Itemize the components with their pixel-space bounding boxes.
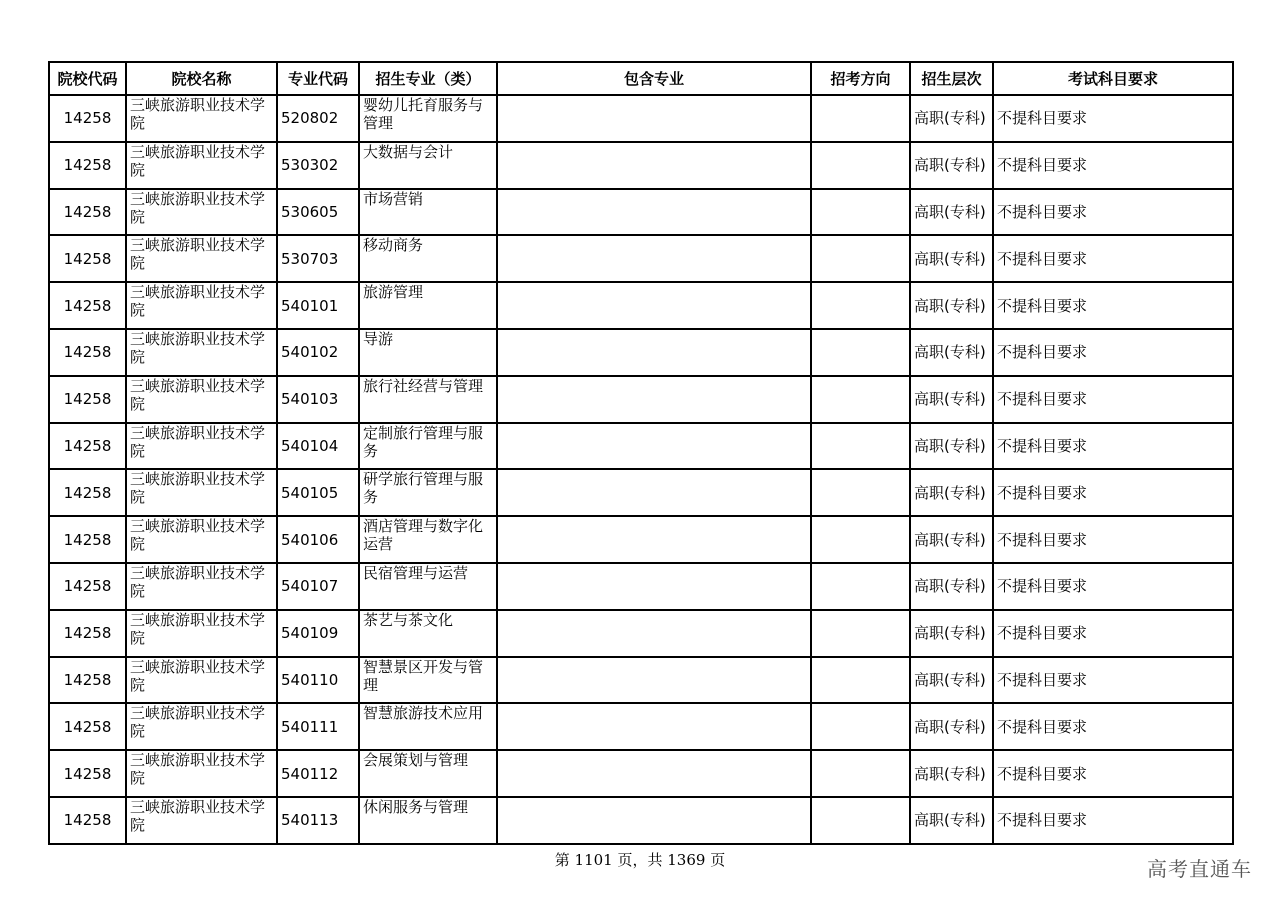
cell-included-majors [497,610,811,657]
table-row [49,703,1233,750]
cell-major-name: 研学旅行管理与服务 [359,469,497,516]
cell-direction [811,657,910,704]
cell-level: 高职(专科) [910,376,993,423]
cell-major-code: 540102 [277,329,359,376]
watermark-logo: 高考直通车 [1147,857,1252,881]
cell-major-name: 移动商务 [359,235,497,282]
cell-major-code: 540110 [277,657,359,704]
cell-major-name: 休闲服务与管理 [359,797,497,844]
cell-included-majors [497,657,811,704]
cell-exam-requirement: 不提科目要求 [993,329,1233,376]
cell-major-code: 540109 [277,610,359,657]
cell-exam-requirement: 不提科目要求 [993,95,1233,142]
cell-major-name: 民宿管理与运营 [359,563,497,610]
cell-included-majors [497,95,811,142]
table-row [49,376,1233,423]
cell-level: 高职(专科) [910,423,993,470]
header-direction: 招考方向 [811,62,910,95]
cell-direction [811,235,910,282]
cell-exam-requirement: 不提科目要求 [993,516,1233,563]
header-school-code: 院校代码 [49,62,126,95]
cell-included-majors [497,516,811,563]
cell-school-code: 14258 [49,235,126,282]
cell-school-name: 三峡旅游职业技术学院 [126,423,277,470]
table-row [49,797,1233,844]
cell-included-majors [497,189,811,236]
cell-school-name: 三峡旅游职业技术学院 [126,750,277,797]
cell-school-name: 三峡旅游职业技术学院 [126,142,277,189]
cell-level: 高职(专科) [910,563,993,610]
cell-major-code: 540103 [277,376,359,423]
cell-school-code: 14258 [49,142,126,189]
cell-school-name: 三峡旅游职业技术学院 [126,797,277,844]
table-row [49,282,1233,329]
header-exam-requirement: 考试科目要求 [993,62,1233,95]
cell-major-code: 530605 [277,189,359,236]
cell-level: 高职(专科) [910,235,993,282]
cell-exam-requirement: 不提科目要求 [993,189,1233,236]
cell-direction [811,610,910,657]
cell-major-code: 540113 [277,797,359,844]
cell-major-code: 540104 [277,423,359,470]
admissions-table [48,61,1234,845]
cell-major-name: 旅游管理 [359,282,497,329]
header-major-code: 专业代码 [277,62,359,95]
cell-major-name: 会展策划与管理 [359,750,497,797]
cell-school-code: 14258 [49,516,126,563]
cell-exam-requirement: 不提科目要求 [993,423,1233,470]
header-school-name: 院校名称 [126,62,277,95]
cell-school-name: 三峡旅游职业技术学院 [126,563,277,610]
cell-major-code: 540106 [277,516,359,563]
cell-major-name: 酒店管理与数字化运营 [359,516,497,563]
cell-direction [811,703,910,750]
cell-school-name: 三峡旅游职业技术学院 [126,657,277,704]
cell-school-name: 三峡旅游职业技术学院 [126,95,277,142]
cell-major-code: 520802 [277,95,359,142]
table-row [49,189,1233,236]
cell-school-name: 三峡旅游职业技术学院 [126,235,277,282]
cell-exam-requirement: 不提科目要求 [993,750,1233,797]
cell-direction [811,189,910,236]
cell-exam-requirement: 不提科目要求 [993,142,1233,189]
cell-included-majors [497,703,811,750]
cell-major-code: 540107 [277,563,359,610]
cell-school-name: 三峡旅游职业技术学院 [126,282,277,329]
table-row [49,563,1233,610]
cell-school-code: 14258 [49,703,126,750]
cell-school-code: 14258 [49,610,126,657]
table-row [49,142,1233,189]
table-row [49,235,1233,282]
cell-direction [811,516,910,563]
cell-included-majors [497,142,811,189]
cell-included-majors [497,563,811,610]
cell-major-code: 540105 [277,469,359,516]
header-included-majors: 包含专业 [497,62,811,95]
cell-school-name: 三峡旅游职业技术学院 [126,703,277,750]
header-level: 招生层次 [910,62,993,95]
cell-level: 高职(专科) [910,95,993,142]
cell-school-code: 14258 [49,189,126,236]
cell-level: 高职(专科) [910,703,993,750]
cell-school-code: 14258 [49,95,126,142]
cell-direction [811,469,910,516]
cell-major-name: 市场营销 [359,189,497,236]
header-major-name: 招生专业（类） [359,62,497,95]
cell-school-code: 14258 [49,750,126,797]
cell-major-name: 导游 [359,329,497,376]
cell-major-code: 530302 [277,142,359,189]
cell-school-code: 14258 [49,376,126,423]
cell-school-code: 14258 [49,797,126,844]
cell-direction [811,95,910,142]
cell-major-code: 530703 [277,235,359,282]
cell-school-name: 三峡旅游职业技术学院 [126,469,277,516]
cell-major-name: 大数据与会计 [359,142,497,189]
cell-direction [811,423,910,470]
cell-school-code: 14258 [49,657,126,704]
cell-direction [811,797,910,844]
cell-level: 高职(专科) [910,282,993,329]
cell-major-code: 540111 [277,703,359,750]
cell-major-name: 智慧旅游技术应用 [359,703,497,750]
table-row [49,469,1233,516]
cell-exam-requirement: 不提科目要求 [993,235,1233,282]
cell-major-name: 智慧景区开发与管理 [359,657,497,704]
table-row [49,750,1233,797]
table-header [49,62,1233,95]
cell-exam-requirement: 不提科目要求 [993,657,1233,704]
cell-exam-requirement: 不提科目要求 [993,469,1233,516]
cell-school-name: 三峡旅游职业技术学院 [126,329,277,376]
cell-exam-requirement: 不提科目要求 [993,703,1233,750]
cell-school-code: 14258 [49,282,126,329]
cell-major-name: 茶艺与茶文化 [359,610,497,657]
table-row [49,329,1233,376]
cell-level: 高职(专科) [910,797,993,844]
cell-included-majors [497,469,811,516]
cell-included-majors [497,235,811,282]
cell-school-name: 三峡旅游职业技术学院 [126,376,277,423]
table-row [49,423,1233,470]
cell-school-name: 三峡旅游职业技术学院 [126,610,277,657]
cell-direction [811,563,910,610]
cell-major-code: 540112 [277,750,359,797]
cell-major-name: 婴幼儿托育服务与管理 [359,95,497,142]
cell-included-majors [497,282,811,329]
table-body [49,95,1233,844]
cell-major-name: 定制旅行管理与服务 [359,423,497,470]
cell-direction [811,329,910,376]
page-number: 第 1101 页，共 1369 页 [554,851,726,869]
table-row [49,610,1233,657]
cell-level: 高职(专科) [910,657,993,704]
cell-exam-requirement: 不提科目要求 [993,563,1233,610]
cell-included-majors [497,797,811,844]
table-row [49,657,1233,704]
cell-exam-requirement: 不提科目要求 [993,797,1233,844]
cell-level: 高职(专科) [910,750,993,797]
cell-direction [811,376,910,423]
cell-exam-requirement: 不提科目要求 [993,610,1233,657]
cell-direction [811,750,910,797]
cell-level: 高职(专科) [910,142,993,189]
cell-school-code: 14258 [49,329,126,376]
cell-school-name: 三峡旅游职业技术学院 [126,189,277,236]
cell-major-code: 540101 [277,282,359,329]
cell-level: 高职(专科) [910,189,993,236]
cell-included-majors [497,376,811,423]
table-row [49,95,1233,142]
cell-direction [811,282,910,329]
cell-school-code: 14258 [49,563,126,610]
cell-school-code: 14258 [49,469,126,516]
cell-level: 高职(专科) [910,610,993,657]
cell-school-code: 14258 [49,423,126,470]
cell-exam-requirement: 不提科目要求 [993,376,1233,423]
cell-exam-requirement: 不提科目要求 [993,282,1233,329]
cell-level: 高职(专科) [910,329,993,376]
cell-included-majors [497,329,811,376]
cell-level: 高职(专科) [910,469,993,516]
cell-included-majors [497,423,811,470]
cell-level: 高职(专科) [910,516,993,563]
cell-included-majors [497,750,811,797]
cell-direction [811,142,910,189]
cell-school-name: 三峡旅游职业技术学院 [126,516,277,563]
cell-major-name: 旅行社经营与管理 [359,376,497,423]
header-row [49,62,1233,95]
table-row [49,516,1233,563]
